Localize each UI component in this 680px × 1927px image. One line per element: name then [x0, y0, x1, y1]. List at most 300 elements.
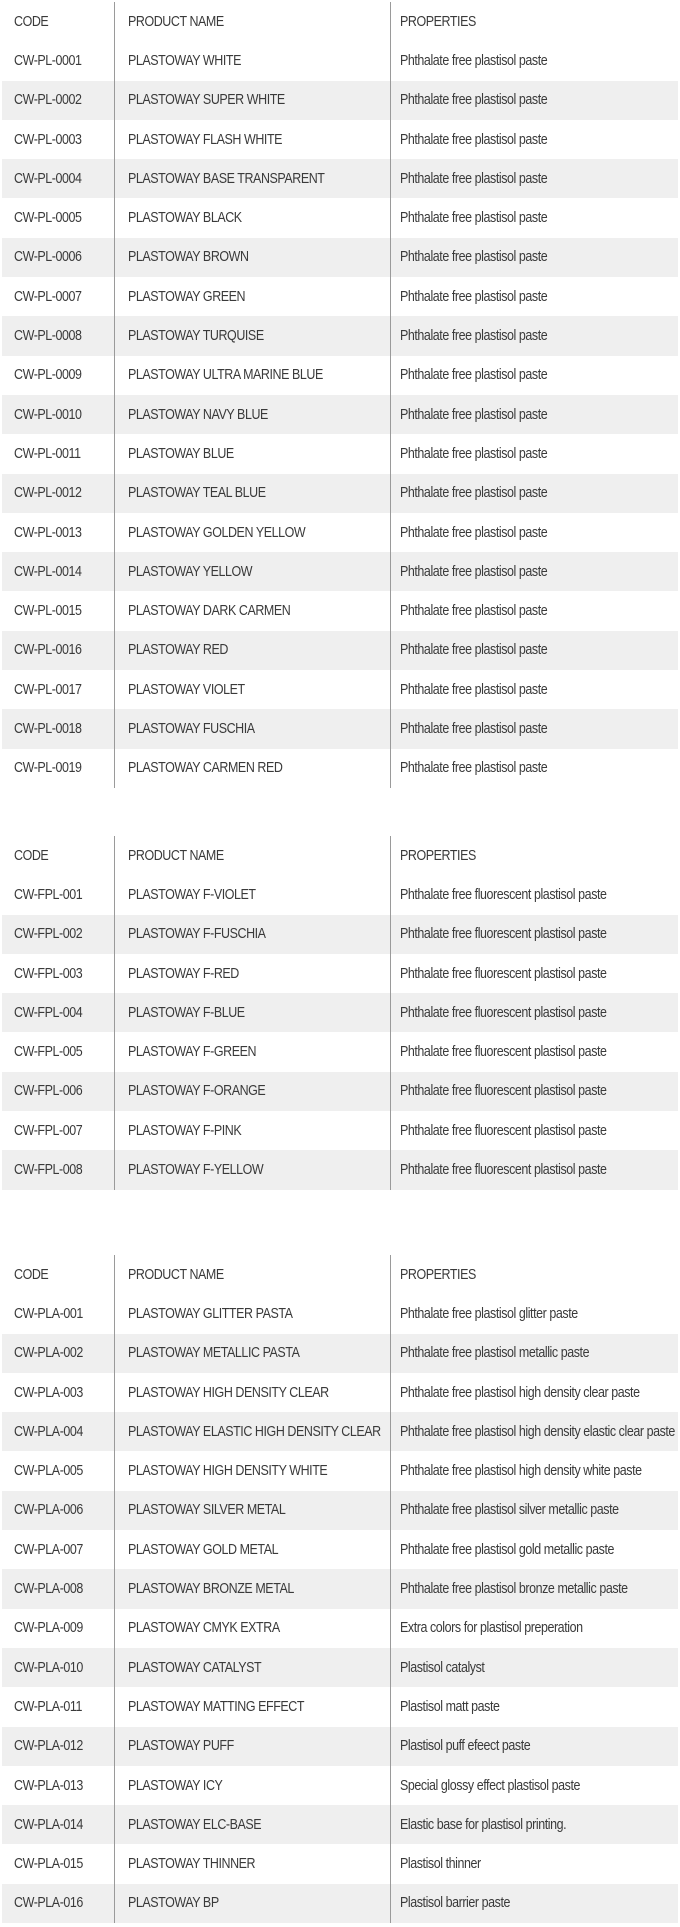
cell-code — [2, 1412, 115, 1451]
cell-properties — [391, 1687, 679, 1726]
cell-code — [2, 513, 115, 552]
cell-code-text: CW-FPL-005 — [14, 1044, 83, 1061]
cell-properties-text: Phthalate free plastisol paste — [400, 328, 548, 345]
cell-product-name — [115, 159, 391, 198]
cell-properties-text: Plastisol matt paste — [400, 1698, 500, 1715]
header-product-name — [115, 836, 391, 875]
cell-product-name — [115, 434, 391, 473]
cell-properties — [391, 1609, 679, 1648]
cell-product-name — [115, 1609, 391, 1648]
cell-properties — [391, 41, 679, 80]
table-row — [2, 1727, 678, 1766]
cell-code-text: CW-PL-0014 — [14, 563, 82, 580]
cell-properties-text: Phthalate free fluorescent plastisol paste — [400, 1004, 607, 1021]
table-row — [2, 670, 678, 709]
cell-properties-text: Plastisol thinner — [400, 1856, 481, 1873]
cell-properties — [391, 1373, 679, 1412]
cell-product-name — [115, 1530, 391, 1569]
cell-product-name-text: PLASTOWAY CATALYST — [128, 1659, 262, 1676]
cell-code — [2, 1609, 115, 1648]
table-row — [2, 1609, 678, 1648]
cell-code-text: CW-PLA-015 — [14, 1856, 83, 1873]
cell-properties-text: Phthalate free plastisol paste — [400, 367, 548, 384]
cell-code-text: CW-PLA-012 — [14, 1738, 83, 1755]
cell-properties-text: Phthalate free plastisol paste — [400, 406, 548, 423]
table-row — [2, 41, 678, 80]
cell-product-name-text: PLASTOWAY F-VIOLET — [128, 886, 256, 903]
cell-code-text: CW-PLA-002 — [14, 1345, 83, 1362]
cell-product-name-text: PLASTOWAY RED — [128, 642, 228, 659]
cell-code — [2, 1648, 115, 1687]
cell-properties — [391, 316, 679, 355]
cell-product-name-text: PLASTOWAY ICY — [128, 1777, 223, 1794]
header-code — [2, 2, 115, 41]
cell-properties-text: Phthalate free plastisol paste — [400, 445, 548, 462]
cell-code — [2, 1491, 115, 1530]
cell-properties — [391, 1530, 679, 1569]
cell-product-name — [115, 120, 391, 159]
cell-code-text: CW-PL-0017 — [14, 681, 82, 698]
table-row — [2, 1530, 678, 1569]
cell-product-name-text: PLASTOWAY THINNER — [128, 1856, 256, 1873]
cell-code-text: CW-PL-0002 — [14, 92, 82, 109]
cell-code — [2, 198, 115, 237]
cell-properties-text: Phthalate free plastisol gold metallic paste — [400, 1541, 614, 1558]
header-properties-text: PROPERTIES — [400, 1266, 476, 1283]
cell-properties — [391, 81, 679, 120]
table-row — [2, 709, 678, 748]
cell-product-name-text: PLASTOWAY CMYK EXTRA — [128, 1620, 280, 1637]
cell-code-text: CW-PLA-009 — [14, 1620, 83, 1637]
cell-product-name — [115, 1884, 391, 1923]
cell-code — [2, 1150, 115, 1189]
cell-product-name-text: PLASTOWAY F-RED — [128, 965, 239, 982]
cell-product-name — [115, 915, 391, 954]
cell-code — [2, 875, 115, 914]
cell-product-name — [115, 1334, 391, 1373]
table-row — [2, 1373, 678, 1412]
cell-properties — [391, 1491, 679, 1530]
cell-code — [2, 395, 115, 434]
cell-properties-text: Phthalate free fluorescent plastisol paste — [400, 1122, 607, 1139]
cell-product-name-text: PLASTOWAY SUPER WHITE — [128, 92, 285, 109]
cell-product-name — [115, 1412, 391, 1451]
product-table-special — [2, 1255, 678, 1923]
cell-product-name — [115, 238, 391, 277]
cell-product-name — [115, 1569, 391, 1608]
cell-product-name — [115, 1451, 391, 1490]
table-row — [2, 316, 678, 355]
cell-code — [2, 277, 115, 316]
cell-product-name-text: PLASTOWAY MATTING EFFECT — [128, 1698, 305, 1715]
cell-product-name-text: PLASTOWAY WHITE — [128, 52, 241, 69]
cell-product-name — [115, 1687, 391, 1726]
cell-properties-text: Phthalate free plastisol paste — [400, 485, 548, 502]
cell-properties — [391, 395, 679, 434]
cell-product-name-text: PLASTOWAY F-PINK — [128, 1122, 242, 1139]
cell-properties-text: Phthalate free plastisol bronze metallic paste — [400, 1581, 628, 1598]
table-row — [2, 1412, 678, 1451]
cell-product-name — [115, 1111, 391, 1150]
table-row — [2, 1648, 678, 1687]
table-row — [2, 1032, 678, 1071]
cell-product-name — [115, 954, 391, 993]
cell-properties-text: Phthalate free fluorescent plastisol paste — [400, 926, 607, 943]
cell-product-name-text: PLASTOWAY BROWN — [128, 249, 249, 266]
cell-product-name-text: PLASTOWAY YELLOW — [128, 563, 253, 580]
table-row — [2, 993, 678, 1032]
cell-product-name-text: PLASTOWAY BP — [128, 1895, 219, 1912]
header-code-text: CODE — [14, 1266, 49, 1283]
cell-product-name-text: PLASTOWAY BLUE — [128, 445, 234, 462]
cell-code — [2, 1805, 115, 1844]
cell-code-text: CW-PL-0009 — [14, 367, 82, 384]
header-properties — [391, 1255, 679, 1294]
cell-properties — [391, 631, 679, 670]
cell-code — [2, 749, 115, 788]
table-row — [2, 954, 678, 993]
table-row — [2, 1491, 678, 1530]
cell-code-text: CW-PL-0008 — [14, 328, 82, 345]
cell-properties — [391, 1150, 679, 1189]
cell-code — [2, 552, 115, 591]
cell-properties-text: Phthalate free plastisol silver metallic paste — [400, 1502, 619, 1519]
table-row — [2, 1569, 678, 1608]
cell-properties-text: Plastisol puff efeect paste — [400, 1738, 531, 1755]
cell-properties — [391, 1334, 679, 1373]
header-product-name-text: PRODUCT NAME — [128, 847, 224, 864]
cell-code — [2, 1072, 115, 1111]
table-row — [2, 277, 678, 316]
cell-properties — [391, 198, 679, 237]
cell-code-text: CW-PLA-001 — [14, 1305, 83, 1322]
table-row — [2, 591, 678, 630]
table-row — [2, 1150, 678, 1189]
cell-properties — [391, 1766, 679, 1805]
cell-code — [2, 1687, 115, 1726]
cell-properties-text: Plastisol catalyst — [400, 1659, 485, 1676]
cell-properties — [391, 749, 679, 788]
cell-code-text: CW-PLA-011 — [14, 1698, 83, 1715]
cell-properties-text: Phthalate free fluorescent plastisol paste — [400, 886, 607, 903]
cell-code-text: CW-PL-0003 — [14, 131, 82, 148]
cell-code — [2, 1530, 115, 1569]
cell-code-text: CW-PL-0006 — [14, 249, 82, 266]
cell-code-text: CW-PL-0011 — [14, 445, 81, 462]
cell-code — [2, 670, 115, 709]
table-header-row — [2, 836, 678, 875]
cell-product-name-text: PLASTOWAY TEAL BLUE — [128, 485, 266, 502]
product-table-plastisol — [2, 2, 678, 788]
cell-product-name — [115, 513, 391, 552]
cell-properties-text: Phthalate free plastisol paste — [400, 524, 548, 541]
cell-code-text: CW-FPL-008 — [14, 1162, 83, 1179]
cell-code — [2, 915, 115, 954]
cell-properties-text: Plastisol barrier paste — [400, 1895, 511, 1912]
cell-properties — [391, 159, 679, 198]
cell-product-name — [115, 591, 391, 630]
cell-product-name-text: PLASTOWAY VIOLET — [128, 681, 245, 698]
cell-product-name-text: PLASTOWAY F-ORANGE — [128, 1083, 266, 1100]
table-row — [2, 1294, 678, 1333]
cell-code-text: CW-PL-0012 — [14, 485, 82, 502]
cell-code — [2, 474, 115, 513]
cell-code-text: CW-PL-0016 — [14, 642, 82, 659]
cell-product-name-text: PLASTOWAY BRONZE METAL — [128, 1581, 294, 1598]
cell-properties — [391, 875, 679, 914]
cell-properties-text: Phthalate free plastisol paste — [400, 603, 548, 620]
cell-properties-text: Phthalate free plastisol paste — [400, 288, 548, 305]
cell-product-name — [115, 1491, 391, 1530]
cell-code — [2, 1884, 115, 1923]
cell-code-text: CW-PLA-013 — [14, 1777, 83, 1794]
cell-code-text: CW-PLA-016 — [14, 1895, 83, 1912]
cell-code-text: CW-PLA-014 — [14, 1816, 83, 1833]
table-row — [2, 1844, 678, 1883]
cell-properties-text: Phthalate free plastisol paste — [400, 760, 548, 777]
cell-properties-text: Phthalate free plastisol glitter paste — [400, 1305, 578, 1322]
cell-product-name — [115, 631, 391, 670]
header-properties — [391, 836, 679, 875]
header-code-text: CODE — [14, 13, 49, 30]
table-row — [2, 1805, 678, 1844]
cell-code-text: CW-FPL-007 — [14, 1122, 83, 1139]
cell-properties-text: Phthalate free plastisol paste — [400, 249, 548, 266]
cell-code-text: CW-FPL-006 — [14, 1083, 83, 1100]
cell-code — [2, 1373, 115, 1412]
cell-properties-text: Phthalate free plastisol paste — [400, 210, 548, 227]
cell-product-name-text: PLASTOWAY CARMEN RED — [128, 760, 283, 777]
cell-properties — [391, 1844, 679, 1883]
cell-code — [2, 591, 115, 630]
cell-properties — [391, 474, 679, 513]
table-row — [2, 198, 678, 237]
cell-properties — [391, 277, 679, 316]
cell-product-name — [115, 277, 391, 316]
cell-product-name — [115, 1294, 391, 1333]
cell-product-name-text: PLASTOWAY NAVY BLUE — [128, 406, 268, 423]
cell-code — [2, 159, 115, 198]
cell-code-text: CW-FPL-004 — [14, 1004, 83, 1021]
cell-properties — [391, 434, 679, 473]
cell-code — [2, 1032, 115, 1071]
cell-properties-text: Phthalate free plastisol paste — [400, 720, 548, 737]
cell-code — [2, 1111, 115, 1150]
cell-properties — [391, 1648, 679, 1687]
cell-code-text: CW-PLA-004 — [14, 1423, 83, 1440]
cell-properties — [391, 552, 679, 591]
cell-product-name-text: PLASTOWAY GOLDEN YELLOW — [128, 524, 306, 541]
cell-product-name-text: PLASTOWAY GLITTER PASTA — [128, 1305, 293, 1322]
cell-product-name — [115, 552, 391, 591]
table-row — [2, 434, 678, 473]
cell-properties — [391, 670, 679, 709]
table-row — [2, 159, 678, 198]
cell-code-text: CW-PLA-005 — [14, 1463, 83, 1480]
cell-product-name — [115, 198, 391, 237]
header-code — [2, 1255, 115, 1294]
table-row — [2, 1451, 678, 1490]
table-row — [2, 552, 678, 591]
header-code-text: CODE — [14, 847, 49, 864]
cell-code — [2, 238, 115, 277]
cell-properties-text: Extra colors for plastisol preperation — [400, 1620, 583, 1637]
cell-product-name-text: PLASTOWAY SILVER METAL — [128, 1502, 286, 1519]
cell-code-text: CW-PL-0013 — [14, 524, 82, 541]
cell-code-text: CW-FPL-002 — [14, 926, 83, 943]
cell-product-name-text: PLASTOWAY DARK CARMEN — [128, 603, 291, 620]
cell-product-name-text: PLASTOWAY FUSCHIA — [128, 720, 255, 737]
cell-properties-text: Phthalate free plastisol paste — [400, 52, 548, 69]
table-row — [2, 513, 678, 552]
cell-properties — [391, 1111, 679, 1150]
cell-code-text: CW-PL-0019 — [14, 760, 82, 777]
cell-code-text: CW-PLA-008 — [14, 1581, 83, 1598]
cell-code-text: CW-FPL-003 — [14, 965, 83, 982]
table-header-row — [2, 1255, 678, 1294]
cell-properties-text: Phthalate free fluorescent plastisol paste — [400, 1162, 607, 1179]
header-product-name-text: PRODUCT NAME — [128, 1266, 224, 1283]
table-row — [2, 238, 678, 277]
table-header-row — [2, 2, 678, 41]
cell-code — [2, 120, 115, 159]
cell-product-name-text: PLASTOWAY PUFF — [128, 1738, 234, 1755]
cell-code-text: CW-FPL-001 — [14, 886, 83, 903]
cell-code — [2, 1844, 115, 1883]
cell-properties — [391, 1412, 679, 1451]
cell-properties-text: Phthalate free plastisol paste — [400, 131, 548, 148]
cell-code-text: CW-PL-0007 — [14, 288, 82, 305]
product-table-fluorescent — [2, 836, 678, 1190]
table-row — [2, 81, 678, 120]
cell-product-name-text: PLASTOWAY METALLIC PASTA — [128, 1345, 300, 1362]
cell-code — [2, 41, 115, 80]
cell-properties-text: Phthalate free plastisol metallic paste — [400, 1345, 590, 1362]
header-product-name — [115, 2, 391, 41]
header-properties — [391, 2, 679, 41]
cell-product-name-text: PLASTOWAY ELASTIC HIGH DENSITY CLEAR — [128, 1423, 381, 1440]
table-row — [2, 356, 678, 395]
cell-code — [2, 993, 115, 1032]
cell-product-name — [115, 1032, 391, 1071]
cell-properties — [391, 1884, 679, 1923]
cell-product-name-text: PLASTOWAY F-YELLOW — [128, 1162, 264, 1179]
cell-properties-text: Special glossy effect plastisol paste — [400, 1777, 581, 1794]
table-row — [2, 875, 678, 914]
cell-code — [2, 631, 115, 670]
table-row — [2, 395, 678, 434]
table-row — [2, 1072, 678, 1111]
cell-code — [2, 1451, 115, 1490]
cell-code — [2, 954, 115, 993]
cell-code — [2, 1294, 115, 1333]
cell-properties-text: Phthalate free fluorescent plastisol paste — [400, 1083, 607, 1100]
cell-product-name — [115, 1150, 391, 1189]
table-row — [2, 474, 678, 513]
cell-properties-text: Phthalate free plastisol high density elastic clear paste — [400, 1423, 675, 1440]
cell-code-text: CW-PL-0010 — [14, 406, 82, 423]
cell-product-name — [115, 1766, 391, 1805]
cell-product-name-text: PLASTOWAY ELC-BASE — [128, 1816, 262, 1833]
header-code — [2, 836, 115, 875]
cell-product-name — [115, 875, 391, 914]
cell-code-text: CW-PLA-010 — [14, 1659, 83, 1676]
cell-product-name-text: PLASTOWAY F-FUSCHIA — [128, 926, 266, 943]
cell-properties — [391, 513, 679, 552]
cell-properties — [391, 993, 679, 1032]
cell-product-name-text: PLASTOWAY BLACK — [128, 210, 242, 227]
cell-properties — [391, 709, 679, 748]
table-row — [2, 1111, 678, 1150]
cell-properties-text: Phthalate free plastisol paste — [400, 681, 548, 698]
header-product-name — [115, 1255, 391, 1294]
cell-product-name-text: PLASTOWAY ULTRA MARINE BLUE — [128, 367, 323, 384]
cell-code — [2, 1334, 115, 1373]
cell-code — [2, 1766, 115, 1805]
cell-product-name — [115, 395, 391, 434]
cell-product-name — [115, 670, 391, 709]
table-row — [2, 1687, 678, 1726]
cell-properties — [391, 1294, 679, 1333]
cell-code — [2, 316, 115, 355]
table-row — [2, 749, 678, 788]
table-row — [2, 631, 678, 670]
header-properties-text: PROPERTIES — [400, 847, 476, 864]
cell-product-name-text: PLASTOWAY HIGH DENSITY WHITE — [128, 1463, 328, 1480]
cell-product-name — [115, 993, 391, 1032]
cell-code — [2, 709, 115, 748]
table-row — [2, 120, 678, 159]
cell-code — [2, 434, 115, 473]
cell-code-text: CW-PL-0004 — [14, 170, 82, 187]
cell-code-text: CW-PL-0005 — [14, 210, 82, 227]
cell-properties — [391, 591, 679, 630]
cell-code — [2, 1569, 115, 1608]
cell-product-name — [115, 1727, 391, 1766]
cell-code-text: CW-PLA-006 — [14, 1502, 83, 1519]
cell-properties-text: Phthalate free fluorescent plastisol paste — [400, 1044, 607, 1061]
cell-product-name — [115, 356, 391, 395]
cell-properties — [391, 1805, 679, 1844]
header-properties-text: PROPERTIES — [400, 13, 476, 30]
cell-product-name — [115, 749, 391, 788]
cell-code-text: CW-PLA-003 — [14, 1384, 83, 1401]
table-row — [2, 1766, 678, 1805]
cell-code-text: CW-PL-0018 — [14, 720, 82, 737]
cell-properties-text: Phthalate free plastisol high density white paste — [400, 1463, 642, 1480]
cell-product-name — [115, 1844, 391, 1883]
table-row — [2, 915, 678, 954]
header-product-name-text: PRODUCT NAME — [128, 13, 224, 30]
cell-properties-text: Phthalate free plastisol paste — [400, 170, 548, 187]
cell-product-name-text: PLASTOWAY BASE TRANSPARENT — [128, 170, 325, 187]
table-row — [2, 1334, 678, 1373]
cell-properties — [391, 1569, 679, 1608]
cell-product-name-text: PLASTOWAY GOLD METAL — [128, 1541, 279, 1558]
cell-properties-text: Elastic base for plastisol printing. — [400, 1816, 567, 1833]
cell-properties-text: Phthalate free plastisol paste — [400, 563, 548, 580]
cell-code — [2, 81, 115, 120]
cell-product-name-text: PLASTOWAY GREEN — [128, 288, 246, 305]
cell-properties — [391, 238, 679, 277]
cell-product-name-text: PLASTOWAY TURQUISE — [128, 328, 264, 345]
cell-properties-text: Phthalate free plastisol high density clear paste — [400, 1384, 640, 1401]
cell-properties-text: Phthalate free plastisol paste — [400, 92, 548, 109]
cell-properties-text: Phthalate free plastisol paste — [400, 642, 548, 659]
cell-properties — [391, 1451, 679, 1490]
cell-properties — [391, 1032, 679, 1071]
cell-product-name-text: PLASTOWAY FLASH WHITE — [128, 131, 283, 148]
